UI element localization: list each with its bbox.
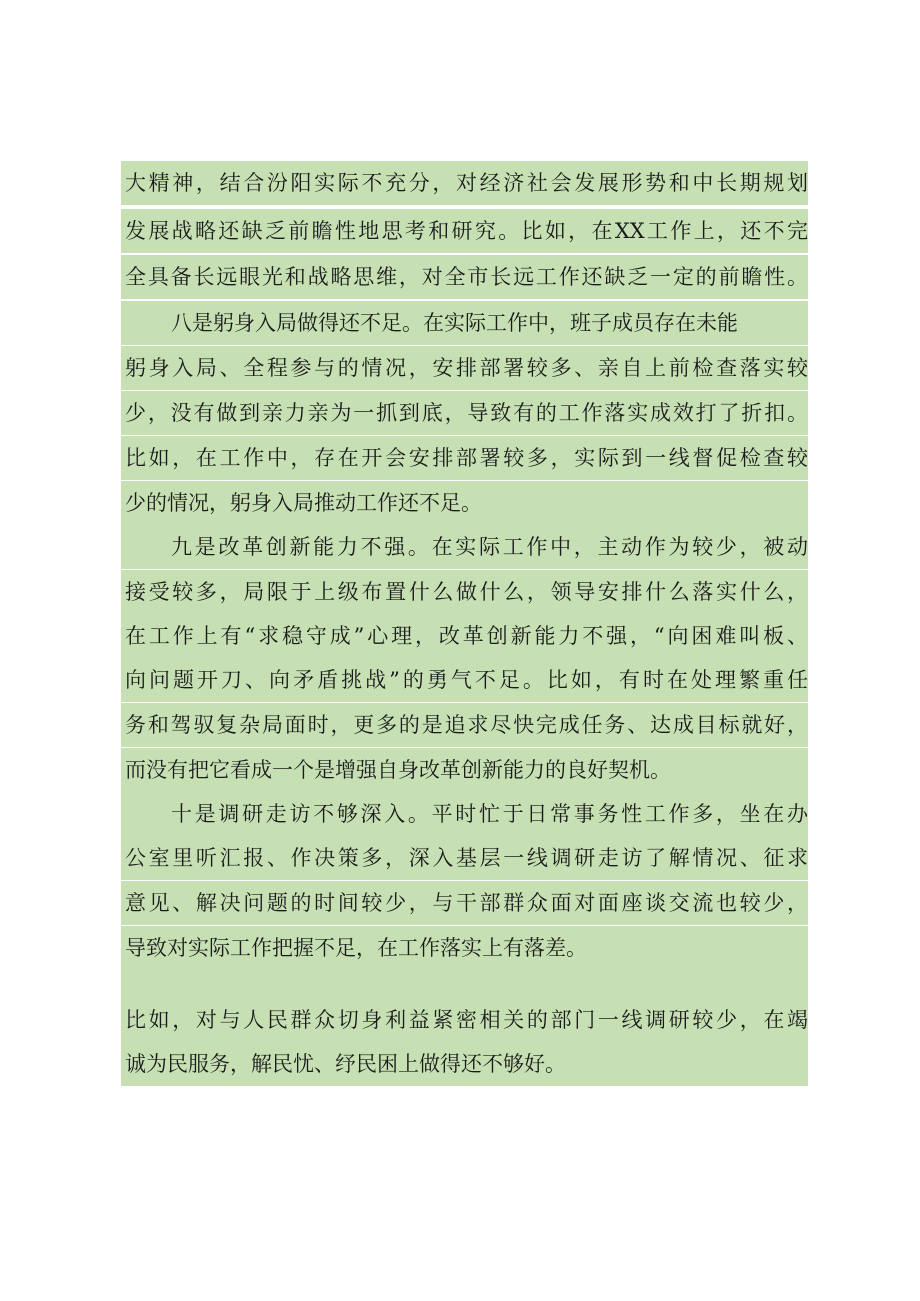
text-line: 大精神，结合汾阳实际不充分，对经济社会发展形势和中长期规划 — [121, 161, 808, 205]
text-line: 接受较多，局限于上级布置什么做什么，领导安排什么落实什么， — [121, 570, 808, 614]
text-line: 少的情况，躬身入局推动工作还不足。 — [121, 481, 808, 525]
text-line: 比如，对与人民群众切身利益紧密相关的部门一线调研较少，在竭 — [121, 998, 808, 1042]
text-line: 发展战略还缺乏前瞻性地思考和研究。比如，在XX工作上，还不完 — [121, 209, 808, 253]
text-line: 导致对实际工作把握不足，在工作落实上有落差。 — [121, 926, 808, 970]
text-line: 全具备长远眼光和战略思维，对全市长远工作还缺乏一定的前瞻性。 — [121, 255, 808, 299]
paragraph-heading-line: 十是调研走访不够深入。平时忙于日常事务性工作多，坐在办 — [121, 792, 808, 836]
text-line: 躬身入局、全程参与的情况，安排部署较多、亲自上前检查落实较 — [121, 346, 808, 390]
text-line: 比如，在工作中，存在开会安排部署较多，实际到一线督促检查较 — [121, 436, 808, 480]
text-line: 而没有把它看成一个是增强自身改革创新能力的良好契机。 — [121, 748, 808, 792]
text-line: 务和驾驭复杂局面时，更多的是追求尽快完成任务、达成目标就好， — [121, 703, 808, 747]
paragraph-spacer — [121, 970, 808, 999]
text-line: 少，没有做到亲力亲为一抓到底，导致有的工作落实成效打了折扣。 — [121, 391, 808, 435]
text-line: 向问题开刀、向矛盾挑战”的勇气不足。比如，有时在处理繁重任 — [121, 658, 808, 702]
paragraph-heading-line: 九是改革创新能力不强。在实际工作中，主动作为较少，被动 — [121, 525, 808, 569]
text-line: 意见、解决问题的时间较少，与干部群众面对面座谈交流也较少， — [121, 881, 808, 925]
paragraph-heading-line: 八是躬身入局做得还不足。在实际工作中，班子成员存在未能 — [121, 301, 808, 345]
text-line: 诚为民服务，解民忧、纾民困上做得还不够好。 — [121, 1042, 808, 1086]
text-line: 公室里听汇报、作决策多，深入基层一线调研走访了解情况、征求 — [121, 836, 808, 880]
text-line: 在工作上有“求稳守成”心理，改革创新能力不强，“向困难叫板、 — [121, 614, 808, 658]
